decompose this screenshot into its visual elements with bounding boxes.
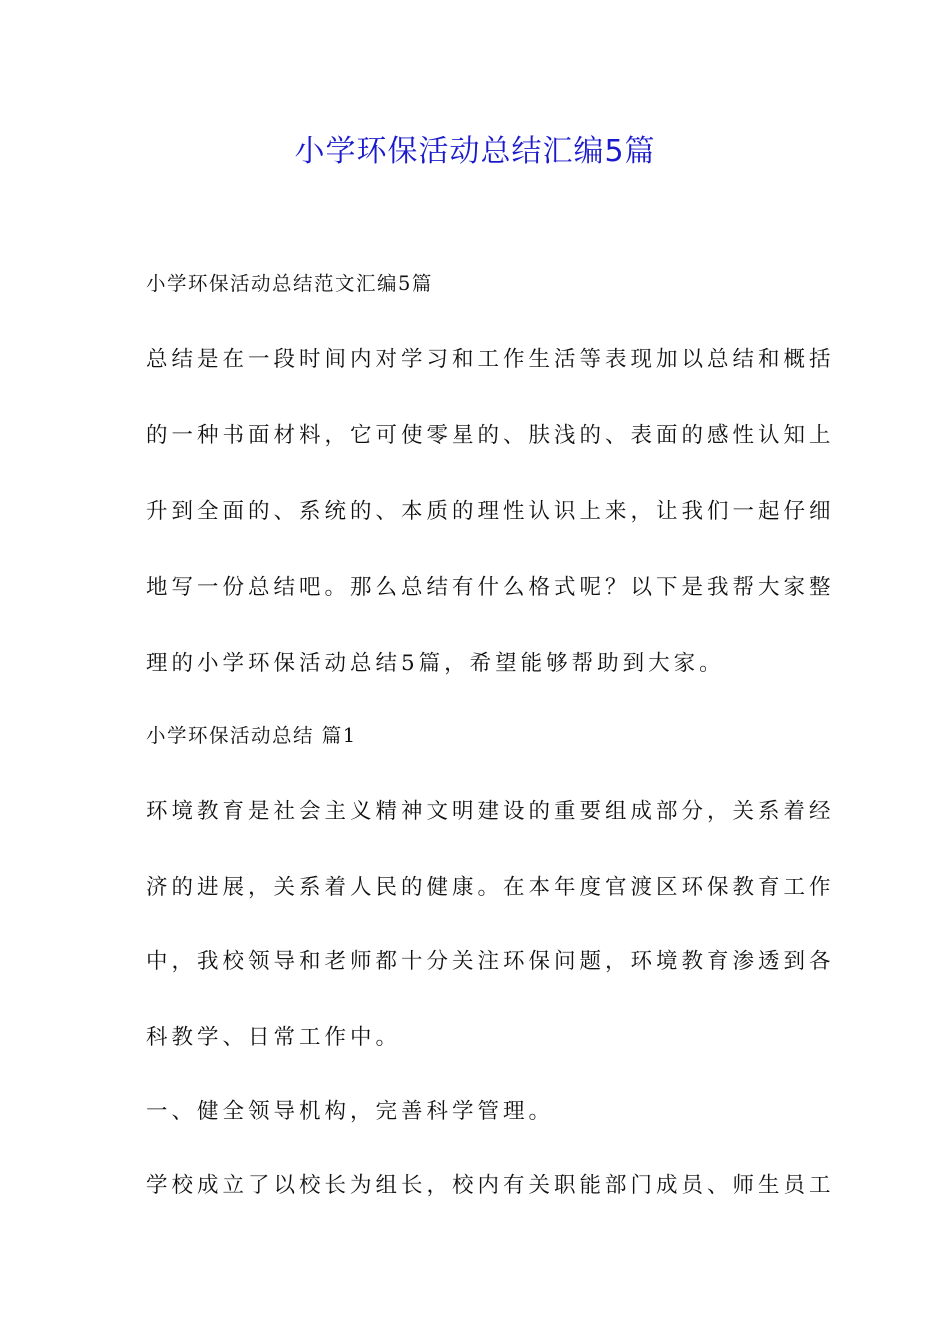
section-heading: 小学环保活动总结 篇1	[146, 724, 357, 747]
intro-line-3: 升到全面的、系统的、本质的理性认识上来，让我们一起仔细	[146, 499, 835, 524]
section-line-1: 环境教育是社会主义精神文明建设的重要组成部分，关系着经	[146, 799, 835, 824]
document-subtitle: 小学环保活动总结范文汇编5篇	[146, 272, 433, 295]
section-line-4: 科教学、日常工作中。	[146, 1025, 402, 1050]
intro-line-2: 的一种书面材料，它可使零星的、肤浅的、表面的感性认知上	[146, 423, 835, 448]
section-line-2: 济的进展，关系着人民的健康。在本年度官渡区环保教育工作	[146, 875, 835, 900]
intro-line-1: 总结是在一段时间内对学习和工作生活等表现加以总结和概括	[146, 347, 835, 372]
document-title: 小学环保活动总结汇编5篇	[294, 134, 656, 169]
body-line-last: 学校成立了以校长为组长，校内有关职能部门成员、师生员工	[146, 1173, 835, 1198]
intro-line-5: 理的小学环保活动总结5篇，希望能够帮助到大家。	[146, 651, 725, 676]
section-line-3: 中，我校领导和老师都十分关注环保问题，环境教育渗透到各	[146, 949, 835, 974]
intro-line-4: 地写一份总结吧。那么总结有什么格式呢？以下是我帮大家整	[146, 575, 835, 600]
point-heading: 一、健全领导机构，完善科学管理。	[146, 1099, 555, 1124]
